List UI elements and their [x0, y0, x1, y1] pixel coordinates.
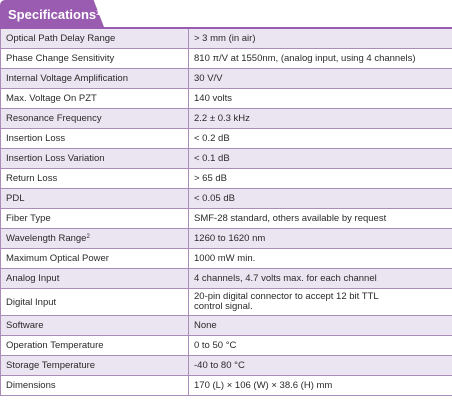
spec-parameter: Optical Path Delay Range [1, 28, 189, 49]
spec-parameter: Digital Input [1, 289, 189, 316]
spec-row-storage-temperature [1, 356, 452, 376]
spec-value: None [189, 316, 452, 336]
spec-value: 810 π/V at 1550nm, (analog input, using 4 channels) [189, 49, 452, 69]
spec-value: SMF-28 standard, others available by request [189, 209, 452, 229]
spec-value [189, 289, 452, 316]
spec-parameter: Analog Input [1, 269, 189, 289]
spec-row-dimensions [1, 376, 452, 396]
section-title [8, 7, 104, 22]
title-footnote-marker: 1 [96, 10, 101, 17]
spec-value: -40 to 80 °C [189, 356, 452, 376]
spec-parameter: Return Loss [1, 169, 189, 189]
spec-parameter: Phase Change Sensitivity [1, 49, 189, 69]
spec-parameter: Internal Voltage Amplification [1, 69, 189, 89]
spec-parameter: PDL [1, 189, 189, 209]
spec-row-insertion-loss-variation [1, 149, 452, 169]
spec-row-insertion-loss [1, 129, 452, 149]
spec-parameter: Dimensions [1, 376, 189, 396]
spec-value: 30 V/V [189, 69, 452, 89]
spec-parameter-text: Wavelength Range [6, 233, 87, 244]
spec-value: 140 volts [189, 89, 452, 109]
spec-row-max-voltage-on-pzt [1, 89, 452, 109]
spec-value: 1000 mW min. [189, 249, 452, 269]
spec-row-analog-input [1, 269, 452, 289]
wavelength-footnote-marker: 2 [86, 234, 90, 240]
spec-value: 0 to 50 °C [189, 336, 452, 356]
spec-value: > 3 mm (in air) [189, 28, 452, 49]
spec-row-operation-temperature [1, 336, 452, 356]
spec-row-pdl [1, 189, 452, 209]
spec-parameter [1, 229, 189, 249]
section-title-text: Specifications [8, 7, 97, 22]
spec-value: 2.2 ± 0.3 kHz [189, 109, 452, 129]
spec-parameter: Fiber Type [1, 209, 189, 229]
spec-value: < 0.2 dB [189, 129, 452, 149]
spec-row-wavelength-range [1, 229, 452, 249]
spec-row-resonance-frequency [1, 109, 452, 129]
spec-row-digital-input [1, 289, 452, 316]
spec-row-phase-change-sensitivity [1, 49, 452, 69]
spec-value-line: control signal. [194, 301, 253, 312]
spec-parameter: Operation Temperature [1, 336, 189, 356]
spec-row-fiber-type [1, 209, 452, 229]
spec-value: 1260 to 1620 nm [189, 229, 452, 249]
spec-value: < 0.05 dB [189, 189, 452, 209]
spec-value: 4 channels, 4.7 volts max. for each channel [189, 269, 452, 289]
spec-parameter: Max. Voltage On PZT [1, 89, 189, 109]
spec-row-maximum-optical-power [1, 249, 452, 269]
spec-value: > 65 dB [189, 169, 452, 189]
spec-parameter: Insertion Loss [1, 129, 189, 149]
specifications-table [0, 27, 452, 396]
spec-row-software [1, 316, 452, 336]
spec-row-internal-voltage-amplification [1, 69, 452, 89]
spec-row-return-loss [1, 169, 452, 189]
section-title-colon: : [100, 7, 105, 22]
spec-value: 170 (L) × 106 (W) × 38.6 (H) mm [189, 376, 452, 396]
spec-parameter: Insertion Loss Variation [1, 149, 189, 169]
spec-parameter: Resonance Frequency [1, 109, 189, 129]
spec-parameter: Storage Temperature [1, 356, 189, 376]
spec-value-line: 20-pin digital connector to accept 12 bit TTL [194, 291, 379, 302]
spec-parameter: Maximum Optical Power [1, 249, 189, 269]
spec-value: < 0.1 dB [189, 149, 452, 169]
spec-row-optical-path-delay-range [1, 28, 452, 49]
spec-parameter: Software [1, 316, 189, 336]
